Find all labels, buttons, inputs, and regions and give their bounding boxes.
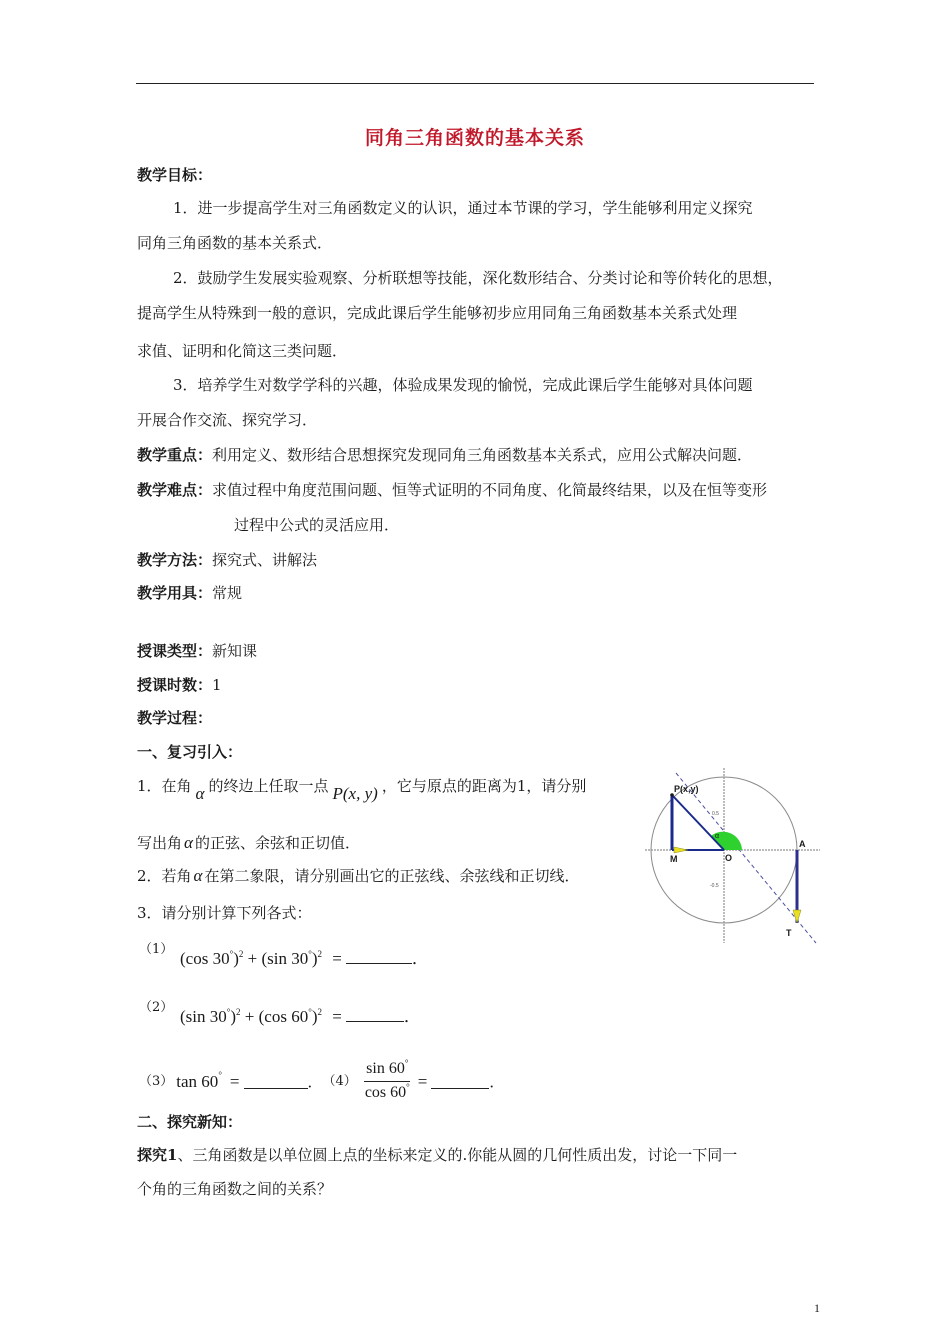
- period: ．: [307, 1072, 323, 1091]
- page-number: 1: [814, 1301, 820, 1315]
- tick-label-positive: 0.5: [712, 811, 719, 817]
- process-label: 教学过程：: [137, 709, 213, 727]
- expr-4-label: （4）: [322, 1073, 357, 1089]
- equals-sign: =: [229, 1071, 240, 1091]
- expr-1-p2: ): [233, 949, 239, 968]
- explore-1-text: 、三角函数是以单位圆上点的坐标来定义的.你能从圆的几何性质出发，讨论一下同一: [177, 1146, 738, 1164]
- expr-2-p1: (sin 30: [180, 1007, 227, 1026]
- expr-1: [180, 948, 429, 972]
- method-text: 探究式、讲解法: [212, 551, 318, 569]
- question-1-line-1: [137, 776, 587, 803]
- square-mark: 2: [317, 1007, 322, 1017]
- unit-circle-figure: [640, 765, 825, 945]
- section-2-heading: 二、探究新知：: [137, 1113, 243, 1131]
- objective-3-line-1: 3．培养学生对数学学科的兴趣，体验成果发现的愉悦，完成此课后学生能够对具体问题: [173, 376, 753, 394]
- lesson-hours-text: 1: [212, 676, 222, 694]
- tools-label: 教学用具：: [137, 584, 213, 602]
- lesson-hours-label: 授课时数：: [137, 676, 213, 694]
- expr-4-fraction: [363, 1060, 412, 1103]
- answer-blank-3[interactable]: [244, 1074, 308, 1089]
- explore-1-line-2: 个角的三角函数之间的关系？: [137, 1180, 333, 1198]
- question-1-line-2: [137, 833, 360, 853]
- expr-3-label: （3）: [139, 1073, 174, 1089]
- expr-1-label: （1）: [139, 942, 174, 957]
- explore-1-label: 探究1: [137, 1146, 178, 1164]
- lesson-type-text: 新知课: [212, 642, 258, 660]
- square-mark: 2: [238, 949, 244, 959]
- difficulties-label: 教学难点：: [137, 481, 213, 499]
- expr-2-label: （2）: [139, 1000, 174, 1015]
- alpha-symbol: α: [193, 866, 203, 885]
- explore-1-line-1: [137, 1145, 737, 1165]
- degree-mark: °: [226, 1007, 231, 1017]
- page-title: 同角三角函数的基本关系: [364, 127, 585, 149]
- tools-text: 常规: [212, 584, 243, 602]
- q2-text-b: 在第二象限，请分别画出它的正弦线、余弦线和正切线．: [204, 867, 580, 885]
- objective-2-line-3: 求值、证明和化简这三类问题．: [137, 342, 348, 360]
- point-p-label: P(x,y): [674, 784, 699, 794]
- point-t-label: T: [786, 928, 792, 938]
- method: [137, 550, 317, 570]
- expr-2-p3: + (cos 60: [240, 1007, 309, 1026]
- degree-mark: °: [308, 949, 312, 959]
- expr-1-p4: ): [311, 949, 318, 968]
- key-points-label: 教学重点：: [137, 446, 213, 464]
- expr-1-p1: (cos 30: [180, 949, 230, 968]
- expr-2: [180, 1006, 421, 1030]
- objective-1-line-2: 同角三角函数的基本关系式．: [137, 234, 333, 252]
- point-o-label: O: [725, 853, 733, 863]
- answer-blank-1[interactable]: [346, 949, 412, 964]
- difficulties-line-1: 求值过程中角度范围问题、恒等式证明的不同角度、化简最终结果，以及在恒等变形: [212, 481, 768, 499]
- lesson-type: [137, 641, 257, 661]
- degree-mark: °: [229, 949, 234, 959]
- q1-text-b: 的终边上任取一点: [208, 777, 329, 795]
- question-2: [137, 866, 580, 886]
- square-mark: 2: [236, 1007, 241, 1017]
- answer-blank-4[interactable]: [431, 1074, 489, 1089]
- degree-mark: °: [406, 1082, 410, 1092]
- key-points: [137, 445, 752, 465]
- point-p: P(x, y): [332, 784, 378, 803]
- q2-text-a: 2．若角: [137, 867, 192, 885]
- tools: [137, 583, 242, 603]
- equals-sign: =: [417, 1071, 428, 1091]
- expr-2-p4: ): [311, 1007, 318, 1026]
- period: ．: [411, 949, 429, 968]
- q1-text-c: ，它与原点的距离为1，请分别: [381, 777, 587, 795]
- period: ．: [489, 1072, 505, 1091]
- expr-3: tan 60: [176, 1071, 219, 1091]
- q1-text-a: 1．在角: [137, 777, 192, 795]
- degree-mark: °: [308, 1007, 312, 1017]
- q1-line2-text-b: 的正弦、余弦和正切值．: [194, 834, 360, 852]
- q1-line2-text-a: 写出角: [137, 834, 183, 852]
- tick-label-negative: -0.5: [710, 883, 719, 889]
- objective-2-line-1: 2．鼓励学生发展实验观察、分析联想等技能，深化数形结合、分类讨论和等价转化的思想，: [173, 269, 783, 287]
- fraction-denominator: cos 60: [364, 1084, 407, 1101]
- alpha-symbol: α: [184, 833, 193, 852]
- square-mark: 2: [317, 949, 322, 959]
- lesson-type-label: 授课类型：: [137, 642, 213, 660]
- expr-1-p3: + (sin 30: [243, 949, 309, 968]
- alpha-symbol: α: [195, 784, 205, 803]
- difficulties: [137, 480, 767, 500]
- degree-mark: °: [404, 1058, 409, 1068]
- section-1-heading: 一、复习引入：: [137, 743, 243, 761]
- question-3: 3．请分别计算下列各式：: [137, 904, 312, 922]
- alpha-label: α: [715, 833, 720, 840]
- objectives-heading: 教学目标：: [137, 166, 213, 184]
- lesson-hours: [137, 675, 222, 695]
- objective-2-line-2: 提高学生从特殊到一般的意识，完成此课后学生能够初步应用同角三角函数基本关系式处理: [137, 304, 738, 322]
- period: ．: [403, 1007, 421, 1026]
- point-a-label: A: [799, 839, 806, 849]
- answer-blank-2[interactable]: [346, 1007, 404, 1022]
- objective-3-line-2: 开展合作交流、探究学习．: [137, 411, 318, 429]
- cosine-arrow: [674, 847, 688, 853]
- fraction-numerator: sin 60: [366, 1060, 405, 1077]
- equals-sign: =: [332, 1007, 342, 1026]
- difficulties-line-2: 过程中公式的灵活应用．: [234, 516, 400, 534]
- key-points-text: 利用定义、数形结合思想探究发现同角三角函数基本关系式，应用公式解决问题．: [212, 446, 753, 464]
- point-m-label: M: [670, 854, 678, 864]
- header-rule: [136, 83, 814, 84]
- equals-sign: =: [332, 949, 342, 968]
- expr-2-p2: ): [230, 1007, 237, 1026]
- expr-3-4: [139, 1060, 504, 1103]
- degree-mark: °: [218, 1069, 222, 1080]
- objective-1-line-1: 1．进一步提高学生对三角函数定义的认识，通过本节课的学习，学生能够利用定义探究: [173, 199, 753, 217]
- method-label: 教学方法：: [137, 551, 213, 569]
